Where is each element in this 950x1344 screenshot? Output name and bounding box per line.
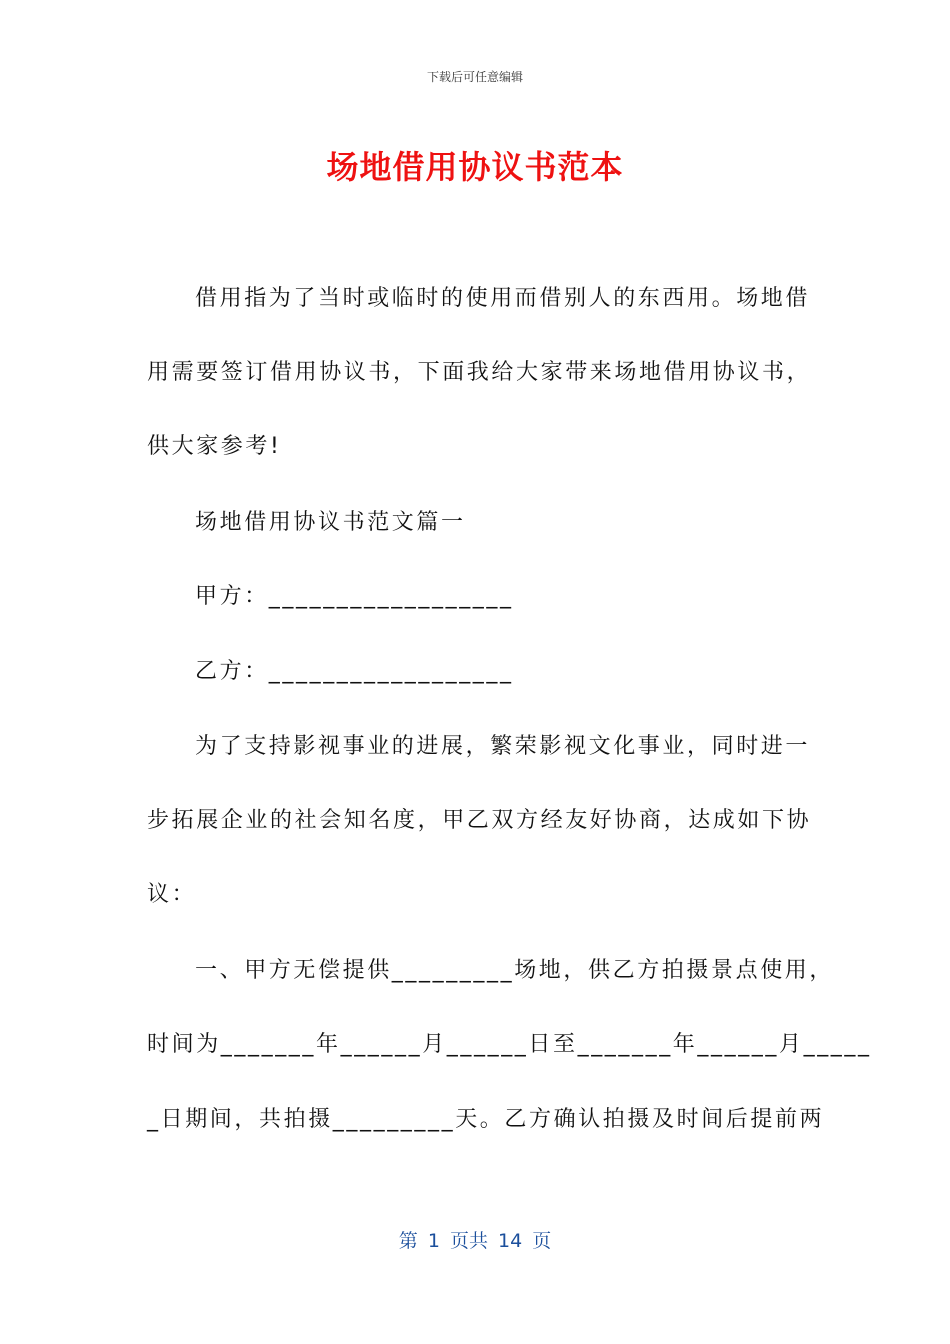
paragraph-line: 用需要签订借用协议书，下面我给大家带来场地借用协议书， xyxy=(147,360,812,385)
party-b-field: 乙方：__________________ xyxy=(195,659,514,684)
clause-line: _日期间，共拍摄_________天。乙方确认拍摄及时间后提前两 xyxy=(147,1107,825,1132)
party-a-field: 甲方：__________________ xyxy=(195,584,514,609)
paragraph-line: 步拓展企业的社会知名度，甲乙双方经友好协商，达成如下协 xyxy=(147,808,812,833)
clause-line: 时间为_______年______月______日至_______年______月_____ xyxy=(147,1032,872,1057)
page-footer: 第 1 页共 14 页 xyxy=(398,1230,552,1252)
paragraph-line: 供大家参考! xyxy=(147,434,282,459)
section-heading: 场地借用协议书范文篇一 xyxy=(195,510,466,535)
clause-line: 一、甲方无偿提供_________场地，供乙方拍摄景点使用， xyxy=(195,958,835,983)
paragraph-line: 借用指为了当时或临时的使用而借别人的东西用。场地借 xyxy=(195,286,811,311)
header-note: 下载后可任意编辑 xyxy=(426,70,523,84)
paragraph-line: 议： xyxy=(147,882,197,907)
document-title: 场地借用协议书范本 xyxy=(326,148,624,186)
paragraph-line: 为了支持影视事业的进展，繁荣影视文化事业，同时进一 xyxy=(195,734,811,759)
